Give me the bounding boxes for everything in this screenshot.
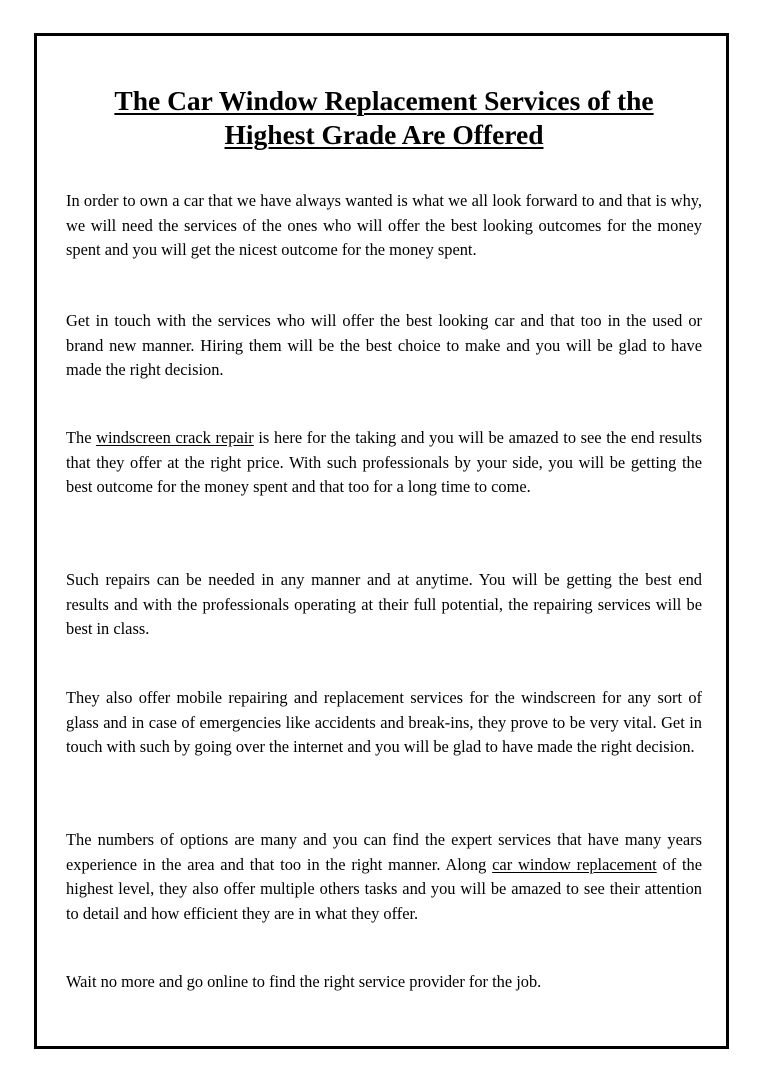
document-title: The Car Window Replacement Services of the Highest Grade Are Offered — [114, 85, 654, 150]
paragraph-4: Such repairs can be needed in any manner and at anytime. You will be getting the best end results and with the professionals operating at their full potential, the repairing services will be best in class. — [66, 570, 702, 638]
paragraph-6 — [66, 828, 702, 926]
paragraph-3-text-before: The — [66, 428, 97, 447]
paragraph-7: Wait no more and go online to find the right service provider for the job. — [66, 972, 542, 991]
paragraph-3-text-after: is here for the taking and you will be amazed to see the end results that they offer at the right price. With such professionals by your side, you will be getting the best outcome for the money spent and that too for a long time to come. — [66, 428, 702, 496]
windscreen-crack-repair-link[interactable]: windscreen crack repair — [96, 428, 254, 447]
paragraph-3 — [66, 426, 702, 500]
paragraph-1: In order to own a car that we have always wanted is what we all look forward to and that is why, we will need the services of the ones who will offer the best looking outcomes for the money spent and you will get the nicest outcome for the money spent. — [66, 191, 702, 259]
paragraph-2: Get in touch with the services who will offer the best looking car and that too in the used or brand new manner. Hiring them will be the best choice to make and you will be glad to have made the right decision. — [66, 311, 702, 379]
paragraph-5: They also offer mobile repairing and replacement services for the windscreen for any sort of glass and in case of emergencies like accidents and break-ins, they prove to be very vital. Get in touch with such by going over the internet and you will be glad to have made the right decision. — [66, 688, 702, 756]
car-window-replacement-link[interactable]: car window replacement — [492, 854, 657, 874]
paragraph-6-text-after: of the highest level, they also offer multiple others tasks and you will be amazed to see their attention to detail and how efficient they are in what they offer. — [66, 854, 703, 923]
paragraph-6-text-before: The numbers of options are many and you can find the expert services that have many years experience in the area and that too in the right manner. Along — [66, 830, 702, 874]
